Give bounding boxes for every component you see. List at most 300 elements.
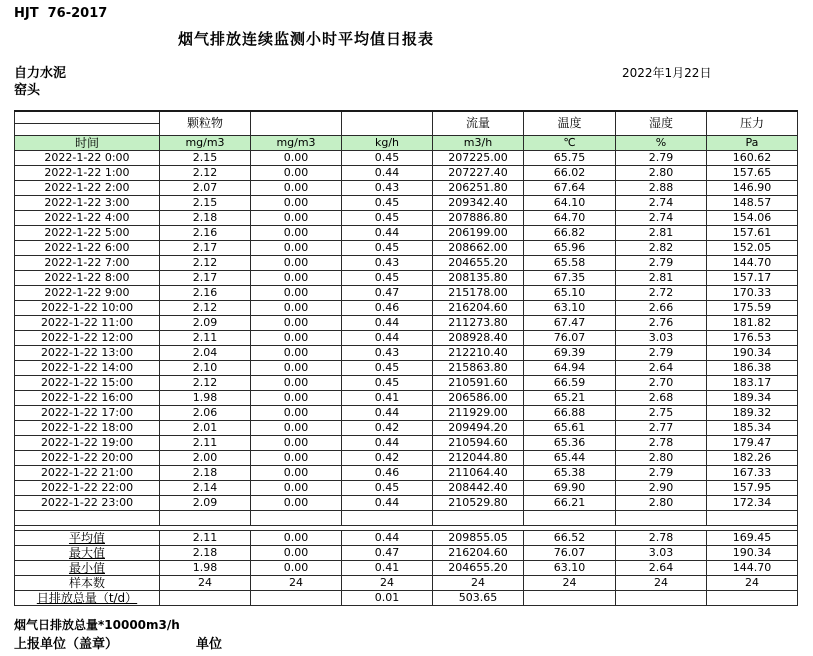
table-row — [15, 376, 798, 391]
value-cell: 2.15 — [160, 151, 251, 166]
report-title: 烟气排放连续监测小时平均值日报表 — [177, 30, 434, 48]
value-cell: 181.82 — [707, 316, 798, 331]
table-row — [15, 151, 798, 166]
value-cell: 189.34 — [707, 391, 798, 406]
value-cell: 207225.00 — [433, 151, 524, 166]
value-cell: 0.45 — [342, 151, 433, 166]
value-cell: 0.00 — [251, 466, 342, 481]
value-cell: 170.33 — [707, 286, 798, 301]
value-cell: 65.61 — [524, 421, 616, 436]
value-cell: 215178.00 — [433, 286, 524, 301]
value-cell: 66.21 — [524, 496, 616, 511]
value-cell: 211064.40 — [433, 466, 524, 481]
value-cell: 176.53 — [707, 331, 798, 346]
value-cell: 2.72 — [616, 286, 707, 301]
summary-value-cell: 209855.05 — [433, 531, 524, 546]
value-cell: 208135.80 — [433, 271, 524, 286]
value-cell: 190.34 — [707, 346, 798, 361]
value-cell: 0.44 — [342, 496, 433, 511]
value-cell: 0.46 — [342, 301, 433, 316]
header-corner-top-cell — [15, 111, 160, 124]
value-cell: 0.44 — [342, 226, 433, 241]
table-row — [15, 271, 798, 286]
time-cell: 2022-1-22 2:00 — [15, 181, 160, 196]
table-row — [15, 436, 798, 451]
group-header-pressure: 压力 — [707, 111, 798, 136]
time-cell: 2022-1-22 14:00 — [15, 361, 160, 376]
value-cell: 2.90 — [616, 481, 707, 496]
value-cell: 0.00 — [251, 346, 342, 361]
value-cell: 65.44 — [524, 451, 616, 466]
value-cell: 0.44 — [342, 436, 433, 451]
value-cell: 0.43 — [342, 346, 433, 361]
value-cell: 1.98 — [160, 391, 251, 406]
value-cell: 2.09 — [160, 316, 251, 331]
summary-value-cell: 0.00 — [251, 561, 342, 576]
summary-value-cell: 2.78 — [616, 531, 707, 546]
time-cell: 2022-1-22 12:00 — [15, 331, 160, 346]
value-cell: 209494.20 — [433, 421, 524, 436]
value-cell: 212044.80 — [433, 451, 524, 466]
value-cell: 2.79 — [616, 151, 707, 166]
report-table — [14, 110, 798, 606]
value-cell: 63.10 — [524, 301, 616, 316]
unit-cell: kg/h — [342, 136, 433, 151]
value-cell: 2.75 — [616, 406, 707, 421]
table-row — [15, 286, 798, 301]
value-cell: 0.00 — [251, 256, 342, 271]
table-row — [15, 451, 798, 466]
value-cell: 212210.40 — [433, 346, 524, 361]
table-row — [15, 166, 798, 181]
summary-value-cell: 3.03 — [616, 546, 707, 561]
time-cell: 2022-1-22 11:00 — [15, 316, 160, 331]
value-cell: 2.01 — [160, 421, 251, 436]
time-cell: 2022-1-22 20:00 — [15, 451, 160, 466]
value-cell: 172.34 — [707, 496, 798, 511]
value-cell: 2.16 — [160, 286, 251, 301]
value-cell: 216204.60 — [433, 301, 524, 316]
table-row — [15, 181, 798, 196]
table-row — [15, 406, 798, 421]
value-cell: 0.00 — [251, 151, 342, 166]
unit-label: 单位 — [196, 637, 223, 652]
value-cell: 2.07 — [160, 181, 251, 196]
value-cell: 2.17 — [160, 271, 251, 286]
company-name: 自力水泥 — [14, 66, 67, 81]
value-cell: 65.36 — [524, 436, 616, 451]
time-cell: 2022-1-22 21:00 — [15, 466, 160, 481]
value-cell: 179.47 — [707, 436, 798, 451]
value-cell: 2.81 — [616, 271, 707, 286]
value-cell: 69.90 — [524, 481, 616, 496]
value-cell: 0.00 — [251, 391, 342, 406]
value-cell: 0.00 — [251, 196, 342, 211]
summary-row — [15, 531, 798, 546]
value-cell: 148.57 — [707, 196, 798, 211]
value-cell: 66.59 — [524, 376, 616, 391]
value-cell: 0.00 — [251, 376, 342, 391]
summary-row — [15, 591, 798, 606]
value-cell: 0.00 — [251, 316, 342, 331]
value-cell: 2.78 — [616, 436, 707, 451]
value-cell: 2.79 — [616, 256, 707, 271]
group-header-blank-2 — [342, 111, 433, 136]
summary-value-cell: 0.47 — [342, 546, 433, 561]
unit-cell: mg/m3 — [251, 136, 342, 151]
value-cell: 206586.00 — [433, 391, 524, 406]
summary-value-cell: 66.52 — [524, 531, 616, 546]
value-cell: 2.12 — [160, 166, 251, 181]
value-cell: 2.11 — [160, 436, 251, 451]
table-row — [15, 481, 798, 496]
time-cell: 2022-1-22 8:00 — [15, 271, 160, 286]
value-cell: 0.44 — [342, 166, 433, 181]
table-row — [15, 391, 798, 406]
value-cell: 65.75 — [524, 151, 616, 166]
time-header-cell: 时间 — [15, 136, 160, 151]
value-cell: 66.88 — [524, 406, 616, 421]
empty-cell — [616, 511, 707, 526]
value-cell: 152.05 — [707, 241, 798, 256]
value-cell: 0.45 — [342, 376, 433, 391]
time-cell: 2022-1-22 18:00 — [15, 421, 160, 436]
value-cell: 183.17 — [707, 376, 798, 391]
table-row — [15, 331, 798, 346]
summary-value-cell — [251, 591, 342, 606]
summary-value-cell: 24 — [524, 576, 616, 591]
value-cell: 0.00 — [251, 181, 342, 196]
value-cell: 210529.80 — [433, 496, 524, 511]
summary-value-cell: 0.44 — [342, 531, 433, 546]
value-cell: 0.44 — [342, 331, 433, 346]
summary-label: 平均值 — [15, 531, 160, 546]
monitoring-point: 窑头 — [14, 83, 41, 98]
value-cell: 215863.80 — [433, 361, 524, 376]
value-cell: 206199.00 — [433, 226, 524, 241]
value-cell: 0.00 — [251, 331, 342, 346]
summary-row — [15, 561, 798, 576]
value-cell: 206251.80 — [433, 181, 524, 196]
value-cell: 0.00 — [251, 496, 342, 511]
value-cell: 0.00 — [251, 421, 342, 436]
value-cell: 2.64 — [616, 361, 707, 376]
summary-value-cell — [160, 591, 251, 606]
value-cell: 189.32 — [707, 406, 798, 421]
time-cell: 2022-1-22 23:00 — [15, 496, 160, 511]
value-cell: 0.00 — [251, 481, 342, 496]
value-cell: 0.00 — [251, 166, 342, 181]
value-cell: 0.41 — [342, 391, 433, 406]
summary-value-cell: 1.98 — [160, 561, 251, 576]
empty-cell — [15, 511, 160, 526]
value-cell: 0.00 — [251, 451, 342, 466]
value-cell: 2.74 — [616, 196, 707, 211]
value-cell: 2.77 — [616, 421, 707, 436]
summary-row — [15, 546, 798, 561]
value-cell: 157.95 — [707, 481, 798, 496]
unit-cell: m3/h — [433, 136, 524, 151]
value-cell: 3.03 — [616, 331, 707, 346]
unit-cell: Pa — [707, 136, 798, 151]
value-cell: 0.00 — [251, 211, 342, 226]
value-cell: 175.59 — [707, 301, 798, 316]
table-row — [15, 316, 798, 331]
summary-value-cell: 144.70 — [707, 561, 798, 576]
value-cell: 2.70 — [616, 376, 707, 391]
summary-value-cell: 76.07 — [524, 546, 616, 561]
table-row — [15, 241, 798, 256]
value-cell: 2.81 — [616, 226, 707, 241]
header-row-top — [15, 111, 798, 124]
value-cell: 160.62 — [707, 151, 798, 166]
time-cell: 2022-1-22 5:00 — [15, 226, 160, 241]
table-row — [15, 466, 798, 481]
value-cell: 208928.40 — [433, 331, 524, 346]
summary-value-cell: 190.34 — [707, 546, 798, 561]
value-cell: 209342.40 — [433, 196, 524, 211]
summary-value-cell: 0.00 — [251, 546, 342, 561]
value-cell: 2.12 — [160, 301, 251, 316]
value-cell: 2.80 — [616, 451, 707, 466]
summary-value-cell: 0.41 — [342, 561, 433, 576]
value-cell: 2.88 — [616, 181, 707, 196]
value-cell: 76.07 — [524, 331, 616, 346]
time-cell: 2022-1-22 3:00 — [15, 196, 160, 211]
value-cell: 2.16 — [160, 226, 251, 241]
group-header-humidity: 湿度 — [616, 111, 707, 136]
value-cell: 2.15 — [160, 196, 251, 211]
value-cell: 2.18 — [160, 211, 251, 226]
value-cell: 182.26 — [707, 451, 798, 466]
time-cell: 2022-1-22 13:00 — [15, 346, 160, 361]
value-cell: 204655.20 — [433, 256, 524, 271]
value-cell: 0.00 — [251, 226, 342, 241]
summary-value-cell: 24 — [433, 576, 524, 591]
value-cell: 0.45 — [342, 361, 433, 376]
value-cell: 65.21 — [524, 391, 616, 406]
value-cell: 0.00 — [251, 241, 342, 256]
summary-value-cell — [707, 591, 798, 606]
value-cell: 0.47 — [342, 286, 433, 301]
unit-cell: ℃ — [524, 136, 616, 151]
value-cell: 0.42 — [342, 421, 433, 436]
summary-value-cell: 0.01 — [342, 591, 433, 606]
value-cell: 0.44 — [342, 316, 433, 331]
value-cell: 0.45 — [342, 211, 433, 226]
data-rows — [15, 151, 798, 511]
value-cell: 186.38 — [707, 361, 798, 376]
group-header-particulate: 颗粒物 — [160, 111, 251, 136]
summary-value-cell: 503.65 — [433, 591, 524, 606]
summary-value-cell: 24 — [160, 576, 251, 591]
value-cell: 0.00 — [251, 271, 342, 286]
time-cell: 2022-1-22 17:00 — [15, 406, 160, 421]
summary-row — [15, 576, 798, 591]
table-row — [15, 421, 798, 436]
empty-cell — [524, 511, 616, 526]
value-cell: 144.70 — [707, 256, 798, 271]
value-cell: 2.06 — [160, 406, 251, 421]
value-cell: 2.14 — [160, 481, 251, 496]
group-header-temperature: 温度 — [524, 111, 616, 136]
value-cell: 146.90 — [707, 181, 798, 196]
value-cell: 210594.60 — [433, 436, 524, 451]
summary-value-cell: 169.45 — [707, 531, 798, 546]
value-cell: 2.09 — [160, 496, 251, 511]
value-cell: 157.17 — [707, 271, 798, 286]
summary-value-cell: 24 — [251, 576, 342, 591]
report-date: 2022年1月22日 — [622, 66, 712, 80]
value-cell: 2.00 — [160, 451, 251, 466]
value-cell: 0.42 — [342, 451, 433, 466]
table-row — [15, 226, 798, 241]
unit-cell: % — [616, 136, 707, 151]
value-cell: 207227.40 — [433, 166, 524, 181]
summary-value-cell: 24 — [616, 576, 707, 591]
table-row — [15, 211, 798, 226]
value-cell: 2.12 — [160, 376, 251, 391]
summary-label: 最小值 — [15, 561, 160, 576]
value-cell: 2.79 — [616, 466, 707, 481]
value-cell: 2.11 — [160, 331, 251, 346]
unit-header-row — [15, 136, 798, 151]
time-cell: 2022-1-22 10:00 — [15, 301, 160, 316]
value-cell: 154.06 — [707, 211, 798, 226]
time-cell: 2022-1-22 1:00 — [15, 166, 160, 181]
empty-row — [15, 511, 798, 526]
time-cell: 2022-1-22 19:00 — [15, 436, 160, 451]
value-cell: 66.82 — [524, 226, 616, 241]
summary-value-cell: 2.11 — [160, 531, 251, 546]
table-row — [15, 196, 798, 211]
value-cell: 66.02 — [524, 166, 616, 181]
value-cell: 211273.80 — [433, 316, 524, 331]
summary-label: 日排放总量（t/d） — [15, 591, 160, 606]
empty-cell — [251, 511, 342, 526]
value-cell: 67.47 — [524, 316, 616, 331]
group-header-flow: 流量 — [433, 111, 524, 136]
value-cell: 0.45 — [342, 481, 433, 496]
table-row — [15, 346, 798, 361]
value-cell: 65.10 — [524, 286, 616, 301]
value-cell: 208662.00 — [433, 241, 524, 256]
value-cell: 2.76 — [616, 316, 707, 331]
value-cell: 2.10 — [160, 361, 251, 376]
value-cell: 2.82 — [616, 241, 707, 256]
summary-value-cell: 2.64 — [616, 561, 707, 576]
summary-label: 样本数 — [15, 576, 160, 591]
standard-code: HJT 76-2017 — [14, 6, 108, 21]
time-cell: 2022-1-22 6:00 — [15, 241, 160, 256]
value-cell: 0.00 — [251, 361, 342, 376]
value-cell: 2.18 — [160, 466, 251, 481]
value-cell: 157.61 — [707, 226, 798, 241]
header-rows — [15, 111, 798, 151]
value-cell: 0.00 — [251, 406, 342, 421]
summary-label: 最大值 — [15, 546, 160, 561]
value-cell: 185.34 — [707, 421, 798, 436]
separator-rows — [15, 511, 798, 531]
value-cell: 157.65 — [707, 166, 798, 181]
value-cell: 69.39 — [524, 346, 616, 361]
time-cell: 2022-1-22 9:00 — [15, 286, 160, 301]
table-row — [15, 496, 798, 511]
summary-value-cell: 24 — [342, 576, 433, 591]
empty-cell — [342, 511, 433, 526]
value-cell: 0.44 — [342, 406, 433, 421]
value-cell: 65.96 — [524, 241, 616, 256]
header-corner-bottom-cell — [15, 124, 160, 136]
empty-cell — [160, 511, 251, 526]
value-cell: 2.12 — [160, 256, 251, 271]
unit-cell: mg/m3 — [160, 136, 251, 151]
value-cell: 64.10 — [524, 196, 616, 211]
value-cell: 208442.40 — [433, 481, 524, 496]
empty-cell — [433, 511, 524, 526]
group-header-blank-1 — [251, 111, 342, 136]
value-cell: 0.00 — [251, 286, 342, 301]
value-cell: 0.43 — [342, 256, 433, 271]
time-cell: 2022-1-22 15:00 — [15, 376, 160, 391]
value-cell: 65.58 — [524, 256, 616, 271]
summary-value-cell: 63.10 — [524, 561, 616, 576]
summary-value-cell: 24 — [707, 576, 798, 591]
value-cell: 2.80 — [616, 496, 707, 511]
value-cell: 0.00 — [251, 436, 342, 451]
report-unit-label: 上报单位（盖章） — [14, 637, 119, 652]
time-cell: 2022-1-22 7:00 — [15, 256, 160, 271]
value-cell: 0.46 — [342, 466, 433, 481]
value-cell: 0.00 — [251, 301, 342, 316]
value-cell: 65.38 — [524, 466, 616, 481]
summary-value-cell: 204655.20 — [433, 561, 524, 576]
value-cell: 2.66 — [616, 301, 707, 316]
table-row — [15, 361, 798, 376]
value-cell: 211929.00 — [433, 406, 524, 421]
table-row — [15, 301, 798, 316]
value-cell: 0.45 — [342, 196, 433, 211]
summary-value-cell: 0.00 — [251, 531, 342, 546]
summary-value-cell: 216204.60 — [433, 546, 524, 561]
summary-value-cell — [524, 591, 616, 606]
value-cell: 2.79 — [616, 346, 707, 361]
value-cell: 67.64 — [524, 181, 616, 196]
value-cell: 2.04 — [160, 346, 251, 361]
summary-rows — [15, 531, 798, 606]
summary-value-cell — [616, 591, 707, 606]
value-cell: 0.43 — [342, 181, 433, 196]
value-cell: 0.45 — [342, 241, 433, 256]
value-cell: 2.80 — [616, 166, 707, 181]
time-cell: 2022-1-22 16:00 — [15, 391, 160, 406]
value-cell: 207886.80 — [433, 211, 524, 226]
value-cell: 0.45 — [342, 271, 433, 286]
value-cell: 64.94 — [524, 361, 616, 376]
footer-note: 烟气日排放总量*10000m3/h — [14, 618, 180, 632]
time-cell: 2022-1-22 4:00 — [15, 211, 160, 226]
value-cell: 67.35 — [524, 271, 616, 286]
table-row — [15, 256, 798, 271]
summary-value-cell: 2.18 — [160, 546, 251, 561]
value-cell: 2.74 — [616, 211, 707, 226]
value-cell: 64.70 — [524, 211, 616, 226]
value-cell: 210591.60 — [433, 376, 524, 391]
value-cell: 167.33 — [707, 466, 798, 481]
time-cell: 2022-1-22 22:00 — [15, 481, 160, 496]
empty-cell — [707, 511, 798, 526]
time-cell: 2022-1-22 0:00 — [15, 151, 160, 166]
